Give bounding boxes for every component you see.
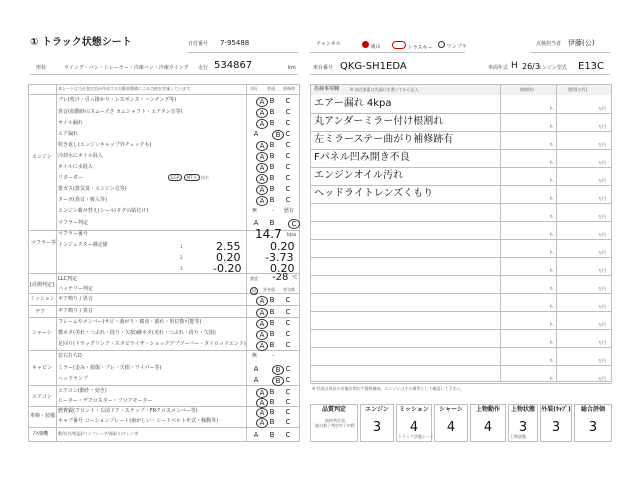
score-subnote-2: 上物状態: [510, 434, 526, 439]
chassis-value: QKG-SH1EDA: [340, 61, 407, 72]
battery-option-2: 要充電: [263, 287, 275, 292]
freezer-item: 動作(冷/低温)/コンプレッサ/霜取り/ドレン等: [58, 431, 139, 436]
injector-no-2: 2: [180, 255, 183, 260]
finding-hours-unit: h: [550, 322, 553, 327]
mileage-label: 走行: [198, 65, 209, 71]
section-measure: [計測判定]: [30, 282, 54, 288]
score-label: エンジン: [365, 406, 389, 413]
injector-1-b: 0.20: [270, 240, 295, 253]
engine-label: エンジン型式: [537, 65, 567, 71]
mileage-value: 534867: [214, 60, 253, 71]
chassis-item-3: 足回り(ドラッグリンク・スタビライザ・ショックアブソーバー・タイロッドエンド): [58, 341, 246, 347]
regdate-label: 車両年式: [488, 65, 509, 71]
score-label: 上物状態: [510, 406, 535, 413]
findings-footnote: ※ 状況は成長の有無を問わず簡単構成。エンジンはその場等として確認して下さい。: [312, 386, 465, 391]
findings-table: [310, 84, 612, 382]
left-note: 本シートは当社査定員が作成する自動車整備による点検を実施しています。: [58, 86, 194, 91]
injector-2-b: -3.73: [265, 251, 294, 264]
finding-cost-unit: 万円: [598, 376, 606, 381]
engine-item-9: 排ガス(排気臭・エンジン音等): [58, 186, 127, 192]
ukeban-label: 日付番号: [188, 41, 209, 47]
muffler-kpa-value: 14.7: [255, 227, 282, 241]
egr-options: EGR MT式 消水: [168, 176, 209, 180]
finding-hours-unit: h: [550, 106, 553, 111]
inspector-label: 点検担当者: [536, 41, 562, 47]
section-diff: デフ: [35, 309, 46, 315]
section-muffler: マフラー等: [31, 240, 57, 246]
engine-item-3: オイル漏れ: [58, 120, 83, 126]
score-label: 総合評価: [580, 406, 605, 413]
finding-cost-unit: 万円: [598, 214, 606, 219]
finding-text: エアー漏れ 4kpa: [314, 98, 392, 109]
section-aircon: エアコン: [32, 394, 52, 400]
finding-cost-unit: 万円: [598, 178, 606, 183]
mileage-unit: km: [288, 65, 296, 71]
temp-value: -28: [272, 272, 289, 283]
finding-hours-unit: h: [550, 286, 553, 291]
muheki-value: -: [272, 208, 274, 214]
inspector-value: 伊藤(公): [568, 39, 595, 47]
finding-hours-unit: h: [550, 178, 553, 183]
quality-sub: 最終判定表 総台数 / 判定中 / 中程: [315, 418, 355, 429]
score-label: シャーシ: [439, 406, 463, 413]
engine-item-5: 吹き返し(エンジンキャップ外チェックも): [58, 142, 152, 148]
col-header-good: 良好: [250, 86, 258, 91]
chassis-item-1: フレームやメンバー(サビ・曲がり・腐食・割れ・単位数可能等): [58, 319, 202, 325]
finding-hours-unit: h: [550, 160, 553, 165]
finding-text: 丸アンダーミラー付け根割れ: [314, 116, 444, 127]
chassis-label: 車台番号: [313, 65, 334, 71]
score-value: 4: [446, 420, 456, 435]
cabin-item-1: 窓右打ちD: [58, 353, 82, 359]
score-label: 外装(ｷｬﾌﾞ): [541, 406, 571, 413]
score-subnote-1: トラック状態シート: [398, 434, 434, 439]
score-label: ミッション: [399, 406, 429, 413]
injector-3-b: 0.20: [270, 262, 295, 275]
finding-cost-unit: 万円: [598, 124, 606, 129]
section-equipment: 車検・装備: [30, 413, 56, 419]
findings-header-title: 指摘事項欄: [314, 86, 340, 92]
score-label: 品質判定: [321, 406, 346, 413]
injector-no-3: 3: [180, 266, 183, 271]
findings-header-note: ※ 加点要素は先頭にを書いてから記入: [350, 87, 419, 92]
col-header-repair: 要修理: [283, 86, 295, 91]
section-cabin: キャビン: [32, 365, 53, 371]
section-chassis: シャーシ: [32, 330, 52, 336]
engine-item-6: 冷却水にオイル混入: [58, 153, 103, 159]
aircon-item-1: エアコン(動作・効き): [58, 388, 107, 394]
katashiki-label: 形状: [36, 65, 47, 71]
engine-item-8: リターダー: [58, 175, 84, 181]
engine-item-10: ターボ(異音・吸入等): [58, 197, 107, 203]
finding-cost-unit: 万円: [598, 196, 606, 201]
aircon-item-2: ヒーター・デフロスター・ブロアモーター: [58, 398, 153, 404]
katashiki-options: ウイング・バン・トレーラー・冷凍バン・冷凍ウイング: [64, 65, 189, 71]
temp-unit: ℃: [292, 275, 298, 281]
engine-item-1: ブレ(吹け・引っ掛かり・レスポンス・ハンチング等): [58, 97, 177, 103]
injector-2-a: 0.20: [216, 251, 241, 264]
injector-3-a: -0.20: [213, 262, 242, 275]
cabin-none: 無: [252, 353, 258, 359]
chassis-item-2: 横ネタ(劣れ・つぶれ・段り・欠損)継ネタ(劣れ・つぶれ・段り・欠損): [58, 330, 216, 336]
muheki-none: 無: [252, 208, 258, 214]
finding-cost-unit: 万円: [598, 106, 606, 111]
injector-1-a: 2.55: [216, 240, 241, 253]
channel-label: チャンネル: [316, 41, 341, 47]
finding-hours-unit: h: [550, 124, 553, 129]
finding-hours-unit: h: [550, 358, 553, 363]
finding-hours-unit: h: [550, 142, 553, 147]
col-header-normal: 普通: [267, 86, 275, 91]
temp-label: 濃度: [250, 276, 258, 281]
finding-cost-unit: 万円: [598, 358, 606, 363]
regdate-era: H: [511, 61, 518, 71]
cabin-dash: -: [272, 353, 274, 359]
score-label: 上物動作: [475, 406, 500, 413]
equip-item-1: 燃費鋭(フロント・右前ドア・ステップ・FRクロスメンバー等): [58, 408, 198, 414]
muheki-right: 歴有: [284, 208, 295, 214]
section-freezer: 冷凍機: [33, 431, 49, 437]
channel-option-2: トラスキー: [392, 41, 432, 51]
diff-item: ギア鳴り / 異音: [58, 308, 93, 314]
measure-item-2: バッテリー判定: [58, 286, 94, 292]
mission-item: ギア鳴り / 異音: [58, 296, 93, 302]
measure-item-1: LLC判定: [58, 276, 78, 282]
finding-cost-unit: 万円: [598, 232, 606, 237]
equip-item-2: キャブ番号 コーションプレート(歯がしい・シートベルト年式・稼動等): [58, 418, 219, 424]
finding-hours-unit: h: [550, 268, 553, 273]
findings-col-time: 時間(h): [520, 87, 534, 92]
engine-item-7: オイルに水混入: [58, 164, 93, 170]
finding-text: Fパネル凹み開き不良: [314, 152, 410, 163]
page-title: ① トラック状態シート: [30, 37, 132, 48]
finding-hours-unit: h: [550, 232, 553, 237]
section-mission: ミッション: [30, 296, 55, 302]
engine-item-2: 異音(始動時のスムーズさ カムシャフト・エアタン音等): [58, 109, 183, 115]
score-value: 3: [518, 420, 528, 435]
finding-cost-unit: 万円: [598, 160, 606, 165]
finding-text: 左ミラーステー曲がり補修跡有: [314, 134, 454, 145]
engine-item-4: エア漏れ: [58, 131, 79, 137]
muffler-kpa-unit: kpa: [287, 232, 297, 238]
muffler-item-2: マフラー番号: [58, 231, 89, 237]
section-engine: エンジン: [32, 154, 52, 160]
battery-option-3: 要交換: [283, 287, 295, 292]
finding-hours-unit: h: [550, 340, 553, 345]
finding-cost-unit: 万円: [598, 322, 606, 327]
score-value: 4: [409, 420, 419, 435]
finding-text: エンジンオイル汚れ: [314, 170, 403, 181]
ukeban-value: 7-95488: [220, 39, 250, 47]
finding-cost-unit: 万円: [598, 268, 606, 273]
cabin-item-2: ミラー(歪み・損傷・ブレ・欠損・ワイパー等): [58, 365, 162, 371]
engine-item-11: エンジン載せ替え(シール/タグの貼付け): [58, 208, 149, 214]
finding-cost-unit: 万円: [598, 340, 606, 345]
channel-option-3: ワンプラ: [438, 41, 467, 50]
channel-option-1: 東山: [362, 41, 381, 50]
finding-hours-unit: h: [550, 196, 553, 201]
muffler-item-1: マフラー判定: [58, 220, 89, 226]
finding-hours-unit: h: [550, 376, 553, 381]
score-value: 4: [483, 420, 493, 435]
score-value: 3: [372, 420, 382, 435]
finding-hours-unit: h: [550, 214, 553, 219]
finding-cost-unit: 万円: [598, 304, 606, 309]
regdate-value: 26/3: [522, 62, 540, 71]
finding-cost-unit: 万円: [598, 142, 606, 147]
engine-value: E13C: [578, 61, 605, 72]
score-value: 3: [588, 420, 598, 435]
finding-text: ヘッドライトレンズくもり: [314, 188, 434, 199]
muffler-item-3: インジェクター測定値: [58, 242, 108, 248]
finding-cost-unit: 万円: [598, 250, 606, 255]
cabin-item-3: ヘッドランプ: [58, 376, 89, 382]
score-value: 3: [551, 420, 561, 435]
finding-cost-unit: 万円: [598, 286, 606, 291]
injector-no-1: 1: [180, 244, 183, 249]
finding-hours-unit: h: [550, 250, 553, 255]
battery-option-1: 良: [251, 288, 257, 294]
findings-col-cost: 費用(万円): [568, 87, 588, 92]
finding-hours-unit: h: [550, 304, 553, 309]
